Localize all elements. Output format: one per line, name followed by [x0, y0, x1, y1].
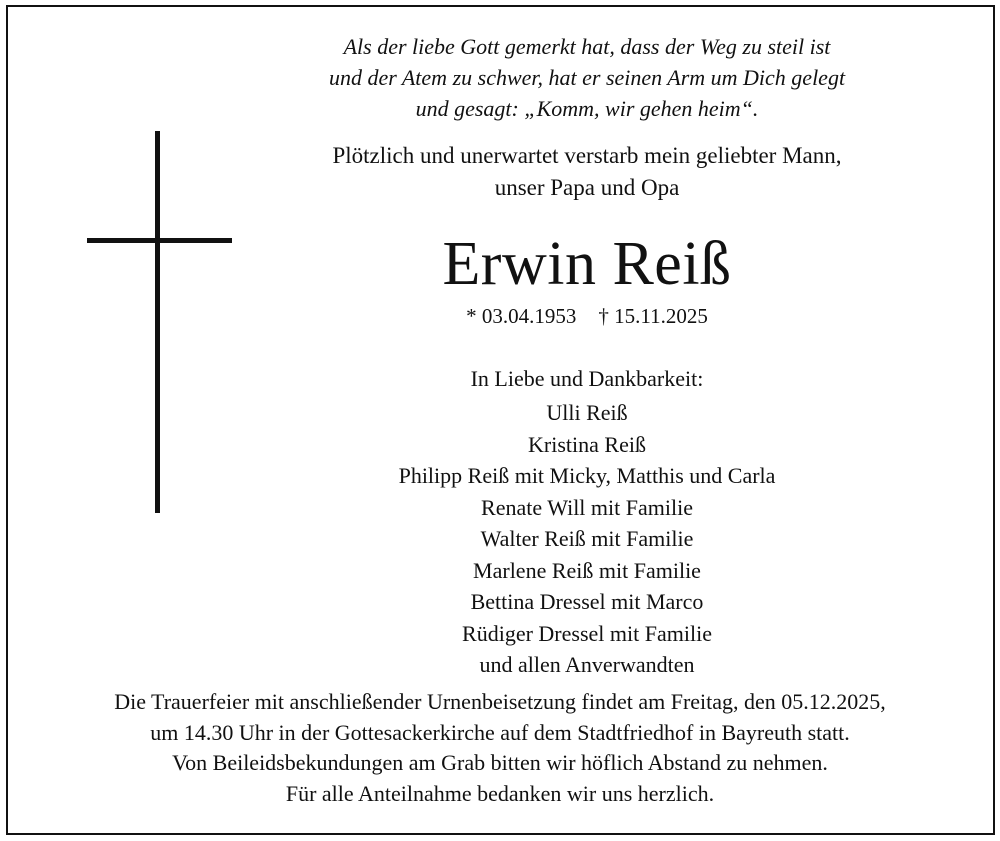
poem: [187, 31, 987, 124]
poem-line-2: und der Atem zu schwer, hat er seinen Arm um Dich gelegt: [328, 65, 846, 90]
poem-line-1: Als der liebe Gott gemerkt hat, dass der Weg zu steil ist: [343, 34, 831, 59]
deceased-name: Erwin Reiß: [442, 230, 732, 298]
notice-line-3: Von Beileidsbekundungen am Grab bitten wir höflich Abstand zu nehmen.: [172, 750, 828, 775]
notice-line-4: Für alle Anteilnahme bedanken wir uns herzlich.: [285, 780, 715, 806]
mourner: Marlene Reiß mit Familie: [473, 557, 701, 583]
intro-line-1: Plötzlich und unerwartet verstarb mein geliebter Mann,: [332, 143, 842, 168]
intro: [187, 140, 987, 204]
mourner: Philipp Reiß mit Micky, Matthis und Carla: [398, 463, 776, 488]
mourner: und allen Anverwandten: [479, 652, 695, 677]
birth-date: * 03.04.1953: [466, 304, 577, 328]
intro-line-2: unser Papa und Opa: [494, 175, 680, 200]
mourner: Walter Reiß mit Familie: [480, 526, 694, 551]
notice-line-2: um 14.30 Uhr in der Gottesackerkirche auf dem Stadtfriedhof in Bayreuth statt.: [150, 719, 850, 745]
notice-line-1: Die Trauerfeier mit anschließender Urnenbeisetzung findet am Freitag, den 05.12.2025,: [114, 689, 886, 714]
mourner: Kristina Reiß: [528, 431, 646, 457]
life-dates: [187, 301, 987, 331]
mourner: Renate Will mit Familie: [481, 494, 693, 520]
mourner: Rüdiger Dressel mit Familie: [462, 620, 712, 646]
cross-vertical-bar: [155, 131, 160, 513]
mourner: Bettina Dressel mit Marco: [470, 589, 704, 614]
poem-line-3: und gesagt: „Komm, wir gehen heim“.: [415, 96, 759, 121]
funeral-notice: [0, 687, 1000, 809]
mourner: Ulli Reiß: [546, 400, 628, 425]
death-date: † 15.11.2025: [598, 304, 708, 328]
mourners-list: [187, 397, 987, 681]
thanks-line: In Liebe und Dankbarkeit:: [470, 366, 704, 391]
